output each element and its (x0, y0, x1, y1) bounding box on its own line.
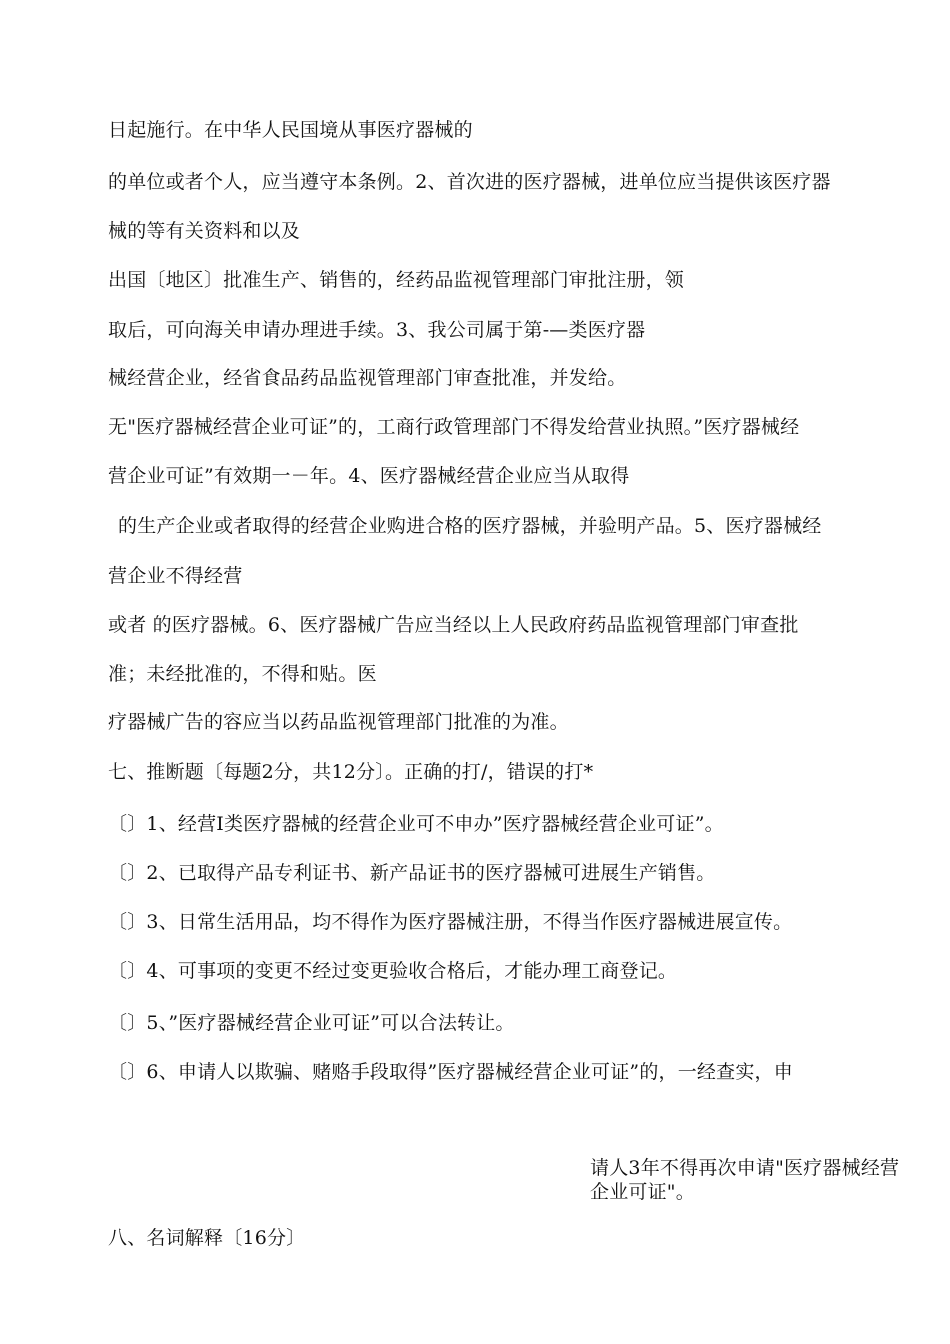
paragraph-line: 的生产企业或者取得的经营企业购进合格的医疗器械，并验明产品。5、医疗器械经 (118, 515, 822, 537)
paragraph-line: 营企业可证”有效期一－年。4、医疗器械经营企业应当从取得 (108, 465, 630, 487)
question-continuation: 请人3年不得再次申请"医疗器械经营企业可证"。 (590, 1157, 900, 1203)
paragraph-line: 的单位或者个人，应当遵守本条例。2、首次进的医疗器械，进单位应当提供该医疗器 (108, 171, 831, 193)
question-item: 〔〕1、经营Ⅰ类医疗器械的经营企业可不申办”医疗器械经营企业可证”。 (108, 813, 724, 835)
section-title: 八、名词解释〔16分〕 (108, 1227, 306, 1249)
question-item: 〔〕2、已取得产品专利证书、新产品证书的医疗器械可进展生产销售。 (108, 862, 716, 884)
section-title: 七、推断题〔每题2分，共12分〕。正确的打/，错误的打* (108, 761, 594, 783)
paragraph-line: 无"医疗器械经营企业可证”的，工商行政管理部门不得发给营业执照。”医疗器械经 (108, 416, 800, 438)
paragraph-line: 械的等有关资料和以及 (108, 220, 301, 242)
paragraph-line: 取后，可向海关申请办理进手续。3、我公司属于第-—类医疗器 (108, 319, 646, 341)
paragraph-line: 营企业不得经营 (108, 565, 243, 587)
paragraph-line: 准；未经批准的，不得和贴。医 (108, 663, 377, 685)
paragraph-line: 或者 的医疗器械。6、医疗器械广告应当经以上人民政府药品监视管理部门审查批 (108, 614, 799, 636)
question-item: 〔〕5、”医疗器械经营企业可证”可以合法转让。 (108, 1012, 515, 1034)
question-item: 〔〕3、日常生活用品，均不得作为医疗器械注册，不得当作医疗器械进展宣传。 (108, 911, 793, 933)
paragraph-line: 日起施行。在中华人民国境从事医疗器械的 (108, 119, 473, 141)
question-item: 〔〕6、申请人以欺骗、赌赂手段取得”医疗器械经营企业可证”的，一经查实，申 (108, 1061, 793, 1083)
paragraph-line: 出国〔地区〕批准生产、销售的，经药品监视管理部门审批注册，领 (108, 269, 685, 291)
paragraph-line: 疗器械广告的容应当以药品监视管理部门批准的为准。 (108, 711, 569, 733)
paragraph-line: 械经营企业，经省食品药品监视管理部门审查批准，并发给。 (108, 367, 627, 389)
question-item: 〔〕4、可事项的变更不经过变更验收合格后，才能办理工商登记。 (108, 960, 678, 982)
